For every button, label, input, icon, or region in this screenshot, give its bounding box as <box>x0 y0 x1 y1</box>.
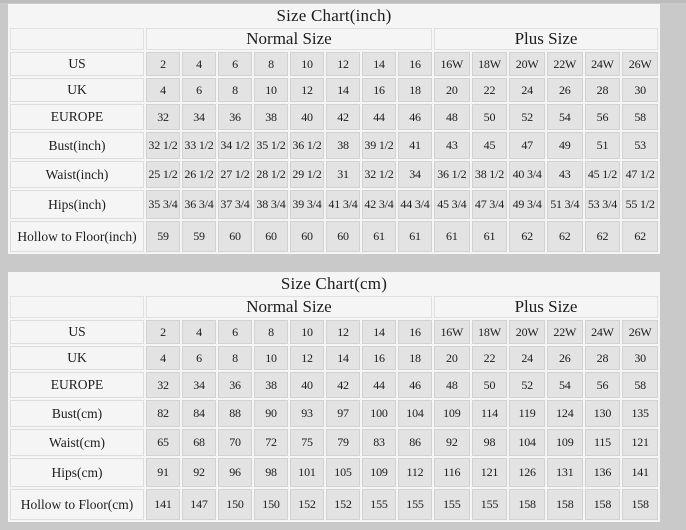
size-chart-cm-table <box>8 272 660 522</box>
size-cell: 155 <box>472 489 508 520</box>
size-cell: 36 3/4 <box>182 190 216 219</box>
size-cell: 92 <box>434 429 470 456</box>
size-cell: 8 <box>218 78 252 102</box>
size-cell: 36 1/2 <box>434 161 470 188</box>
size-cell: 155 <box>398 489 432 520</box>
size-cell: 82 <box>146 400 180 427</box>
row-label-uk: UK <box>10 78 144 102</box>
size-cell: 50 <box>472 104 508 130</box>
table-row-us <box>10 52 658 76</box>
size-cell: 44 3/4 <box>398 190 432 219</box>
size-cell: 51 3/4 <box>547 190 583 219</box>
table-row-hollow-to-floor-cm <box>10 489 658 520</box>
size-cell: 60 <box>290 221 324 252</box>
size-cell: 26W <box>622 320 658 344</box>
size-cell: 26W <box>622 52 658 76</box>
size-cell: 12 <box>326 320 360 344</box>
size-cell: 35 1/2 <box>254 132 288 159</box>
size-cell: 44 <box>362 372 396 398</box>
group-header-plus-size: Plus Size <box>434 28 658 50</box>
size-cell: 41 <box>398 132 432 159</box>
size-cell: 38 <box>326 132 360 159</box>
size-cell: 112 <box>398 458 432 487</box>
size-cell: 121 <box>472 458 508 487</box>
size-cell: 100 <box>362 400 396 427</box>
size-cell: 83 <box>362 429 396 456</box>
size-cell: 60 <box>218 221 252 252</box>
size-cell: 6 <box>218 52 252 76</box>
row-label-uk: UK <box>10 346 144 370</box>
table-row-uk <box>10 346 658 370</box>
size-cell: 32 <box>146 372 180 398</box>
size-cell: 12 <box>326 52 360 76</box>
size-cell: 6 <box>218 320 252 344</box>
size-cell: 121 <box>622 429 658 456</box>
row-label-hollow-to-floor-cm: Hollow to Floor(cm) <box>10 489 144 520</box>
size-cell: 8 <box>254 320 288 344</box>
size-cell: 96 <box>218 458 252 487</box>
size-cell: 104 <box>509 429 545 456</box>
size-cell: 124 <box>547 400 583 427</box>
size-cell: 35 3/4 <box>146 190 180 219</box>
size-cell: 105 <box>326 458 360 487</box>
corner-cell <box>10 296 144 318</box>
size-cell: 91 <box>146 458 180 487</box>
size-cell: 51 <box>585 132 621 159</box>
table-title: Size Chart(cm) <box>280 274 388 293</box>
size-cell: 61 <box>362 221 396 252</box>
size-cell: 49 <box>547 132 583 159</box>
size-cell: 10 <box>254 346 288 370</box>
size-cell: 24 <box>509 78 545 102</box>
row-label-hips-inch: Hips(inch) <box>10 190 144 219</box>
size-cell: 116 <box>434 458 470 487</box>
size-cell: 88 <box>218 400 252 427</box>
size-cell: 22W <box>547 52 583 76</box>
size-cell: 48 <box>434 104 470 130</box>
size-cell: 56 <box>585 104 621 130</box>
size-cell: 28 1/2 <box>254 161 288 188</box>
size-cell: 36 1/2 <box>290 132 324 159</box>
size-cell: 14 <box>362 52 396 76</box>
size-cell: 39 1/2 <box>362 132 396 159</box>
group-header-row <box>10 28 658 50</box>
size-cell: 38 1/2 <box>472 161 508 188</box>
size-cell: 36 <box>218 104 252 130</box>
size-cell: 62 <box>622 221 658 252</box>
size-cell: 42 <box>326 104 360 130</box>
size-cell: 8 <box>254 52 288 76</box>
size-cell: 150 <box>254 489 288 520</box>
size-cell: 2 <box>146 52 180 76</box>
size-cell: 42 <box>326 372 360 398</box>
page-top-edge <box>0 0 686 3</box>
size-cell: 2 <box>146 320 180 344</box>
size-cell: 16 <box>398 52 432 76</box>
size-cell: 14 <box>326 346 360 370</box>
size-cell: 34 1/2 <box>218 132 252 159</box>
size-cell: 155 <box>362 489 396 520</box>
size-cell: 33 1/2 <box>182 132 216 159</box>
size-cell: 48 <box>434 372 470 398</box>
size-cell: 24W <box>585 52 621 76</box>
corner-cell <box>10 28 144 50</box>
size-cell: 18W <box>472 52 508 76</box>
row-label-bust-cm: Bust(cm) <box>10 400 144 427</box>
size-cell: 26 <box>547 78 583 102</box>
row-label-europe: EUROPE <box>10 372 144 398</box>
size-cell: 152 <box>326 489 360 520</box>
size-cell: 61 <box>434 221 470 252</box>
size-cell: 16 <box>362 346 396 370</box>
table-row-europe <box>10 372 658 398</box>
size-cell: 58 <box>622 372 658 398</box>
size-cell: 30 <box>622 346 658 370</box>
row-label-europe: EUROPE <box>10 104 144 130</box>
size-cell: 62 <box>547 221 583 252</box>
table-row-hips-cm <box>10 458 658 487</box>
size-chart-inch-table <box>8 4 660 254</box>
size-cell: 56 <box>585 372 621 398</box>
size-cell: 49 3/4 <box>509 190 545 219</box>
size-cell: 24W <box>585 320 621 344</box>
row-label-hollow-to-floor-inch: Hollow to Floor(inch) <box>10 221 144 252</box>
size-cell: 119 <box>509 400 545 427</box>
size-cell: 8 <box>218 346 252 370</box>
size-cell: 43 <box>547 161 583 188</box>
size-cell: 34 <box>182 104 216 130</box>
size-cell: 65 <box>146 429 180 456</box>
size-cell: 4 <box>182 320 216 344</box>
size-cell: 16 <box>362 78 396 102</box>
size-cell: 45 <box>472 132 508 159</box>
table-row-us <box>10 320 658 344</box>
size-cell: 158 <box>547 489 583 520</box>
size-cell: 68 <box>182 429 216 456</box>
table-row-bust-inch <box>10 132 658 159</box>
size-cell: 30 <box>622 78 658 102</box>
row-label-waist-cm: Waist(cm) <box>10 429 144 456</box>
size-cell: 90 <box>254 400 288 427</box>
size-cell: 32 1/2 <box>362 161 396 188</box>
size-cell: 4 <box>146 78 180 102</box>
size-cell: 28 <box>585 346 621 370</box>
size-cell: 135 <box>622 400 658 427</box>
size-cell: 52 <box>509 104 545 130</box>
size-cell: 38 3/4 <box>254 190 288 219</box>
group-header-normal-size: Normal Size <box>146 296 432 318</box>
size-cell: 109 <box>362 458 396 487</box>
table-row-waist-cm <box>10 429 658 456</box>
size-cell: 158 <box>585 489 621 520</box>
size-cell: 50 <box>472 372 508 398</box>
size-cell: 32 <box>146 104 180 130</box>
size-cell: 92 <box>182 458 216 487</box>
size-cell: 27 1/2 <box>218 161 252 188</box>
table-row-hollow-to-floor-inch <box>10 221 658 252</box>
size-cell: 38 <box>254 104 288 130</box>
title-row <box>10 274 658 294</box>
size-cell: 42 3/4 <box>362 190 396 219</box>
size-cell: 18W <box>472 320 508 344</box>
size-cell: 54 <box>547 372 583 398</box>
size-cell: 47 <box>509 132 545 159</box>
size-cell: 45 1/2 <box>585 161 621 188</box>
size-cell: 59 <box>182 221 216 252</box>
size-cell: 6 <box>182 346 216 370</box>
size-cell: 47 3/4 <box>472 190 508 219</box>
size-cell: 72 <box>254 429 288 456</box>
size-cell: 24 <box>509 346 545 370</box>
size-cell: 22 <box>472 346 508 370</box>
size-cell: 14 <box>362 320 396 344</box>
size-cell: 59 <box>146 221 180 252</box>
row-label-us: US <box>10 320 144 344</box>
row-label-us: US <box>10 52 144 76</box>
size-cell: 109 <box>547 429 583 456</box>
size-cell: 40 <box>290 372 324 398</box>
table-row-europe <box>10 104 658 130</box>
size-cell: 60 <box>326 221 360 252</box>
size-cell: 20W <box>509 320 545 344</box>
size-cell: 38 <box>254 372 288 398</box>
size-cell: 31 <box>326 161 360 188</box>
size-cell: 34 <box>182 372 216 398</box>
size-cell: 62 <box>509 221 545 252</box>
size-cell: 6 <box>182 78 216 102</box>
size-cell: 86 <box>398 429 432 456</box>
size-cell: 20W <box>509 52 545 76</box>
size-cell: 29 1/2 <box>290 161 324 188</box>
size-cell: 28 <box>585 78 621 102</box>
size-cell: 26 1/2 <box>182 161 216 188</box>
size-cell: 75 <box>290 429 324 456</box>
size-cell: 98 <box>254 458 288 487</box>
size-cell: 155 <box>434 489 470 520</box>
size-cell: 12 <box>290 346 324 370</box>
size-cell: 150 <box>218 489 252 520</box>
size-cell: 79 <box>326 429 360 456</box>
size-cell: 22W <box>547 320 583 344</box>
size-cell: 131 <box>547 458 583 487</box>
size-cell: 104 <box>398 400 432 427</box>
size-cell: 22 <box>472 78 508 102</box>
size-cell: 46 <box>398 372 432 398</box>
size-cell: 93 <box>290 400 324 427</box>
size-cell: 16W <box>434 52 470 76</box>
size-cell: 16 <box>398 320 432 344</box>
table-title: Size Chart(inch) <box>276 6 392 25</box>
size-cell: 40 <box>290 104 324 130</box>
row-label-bust-inch: Bust(inch) <box>10 132 144 159</box>
group-header-row <box>10 296 658 318</box>
size-cell: 10 <box>254 78 288 102</box>
size-table <box>8 4 660 254</box>
size-cell: 101 <box>290 458 324 487</box>
size-cell: 20 <box>434 346 470 370</box>
group-header-normal-size: Normal Size <box>146 28 432 50</box>
size-cell: 18 <box>398 346 432 370</box>
row-label-waist-inch: Waist(inch) <box>10 161 144 188</box>
size-cell: 136 <box>585 458 621 487</box>
size-cell: 39 3/4 <box>290 190 324 219</box>
table-row-bust-cm <box>10 400 658 427</box>
size-cell: 4 <box>146 346 180 370</box>
size-cell: 130 <box>585 400 621 427</box>
size-cell: 4 <box>182 52 216 76</box>
size-cell: 20 <box>434 78 470 102</box>
size-cell: 47 1/2 <box>622 161 658 188</box>
size-cell: 44 <box>362 104 396 130</box>
size-cell: 46 <box>398 104 432 130</box>
size-cell: 147 <box>182 489 216 520</box>
size-cell: 40 3/4 <box>509 161 545 188</box>
size-cell: 61 <box>472 221 508 252</box>
size-cell: 34 <box>398 161 432 188</box>
title-row <box>10 6 658 26</box>
size-cell: 41 3/4 <box>326 190 360 219</box>
size-cell: 109 <box>434 400 470 427</box>
size-table <box>8 272 660 522</box>
size-cell: 141 <box>146 489 180 520</box>
size-cell: 16W <box>434 320 470 344</box>
size-cell: 61 <box>398 221 432 252</box>
size-cell: 58 <box>622 104 658 130</box>
size-cell: 25 1/2 <box>146 161 180 188</box>
size-cell: 126 <box>509 458 545 487</box>
size-cell: 14 <box>326 78 360 102</box>
size-cell: 26 <box>547 346 583 370</box>
table-row-uk <box>10 78 658 102</box>
size-cell: 10 <box>290 320 324 344</box>
row-label-hips-cm: Hips(cm) <box>10 458 144 487</box>
size-cell: 53 <box>622 132 658 159</box>
size-cell: 52 <box>509 372 545 398</box>
size-cell: 54 <box>547 104 583 130</box>
size-cell: 32 1/2 <box>146 132 180 159</box>
size-cell: 45 3/4 <box>434 190 470 219</box>
size-cell: 10 <box>290 52 324 76</box>
size-cell: 98 <box>472 429 508 456</box>
size-cell: 36 <box>218 372 252 398</box>
size-cell: 158 <box>622 489 658 520</box>
size-cell: 152 <box>290 489 324 520</box>
size-cell: 158 <box>509 489 545 520</box>
size-cell: 60 <box>254 221 288 252</box>
size-cell: 43 <box>434 132 470 159</box>
size-cell: 18 <box>398 78 432 102</box>
size-cell: 62 <box>585 221 621 252</box>
size-cell: 53 3/4 <box>585 190 621 219</box>
table-row-waist-inch <box>10 161 658 188</box>
size-cell: 115 <box>585 429 621 456</box>
table-row-hips-inch <box>10 190 658 219</box>
size-cell: 84 <box>182 400 216 427</box>
size-cell: 114 <box>472 400 508 427</box>
group-header-plus-size: Plus Size <box>434 296 658 318</box>
size-cell: 37 3/4 <box>218 190 252 219</box>
size-cell: 97 <box>326 400 360 427</box>
size-cell: 141 <box>622 458 658 487</box>
size-cell: 55 1/2 <box>622 190 658 219</box>
size-cell: 70 <box>218 429 252 456</box>
size-cell: 12 <box>290 78 324 102</box>
